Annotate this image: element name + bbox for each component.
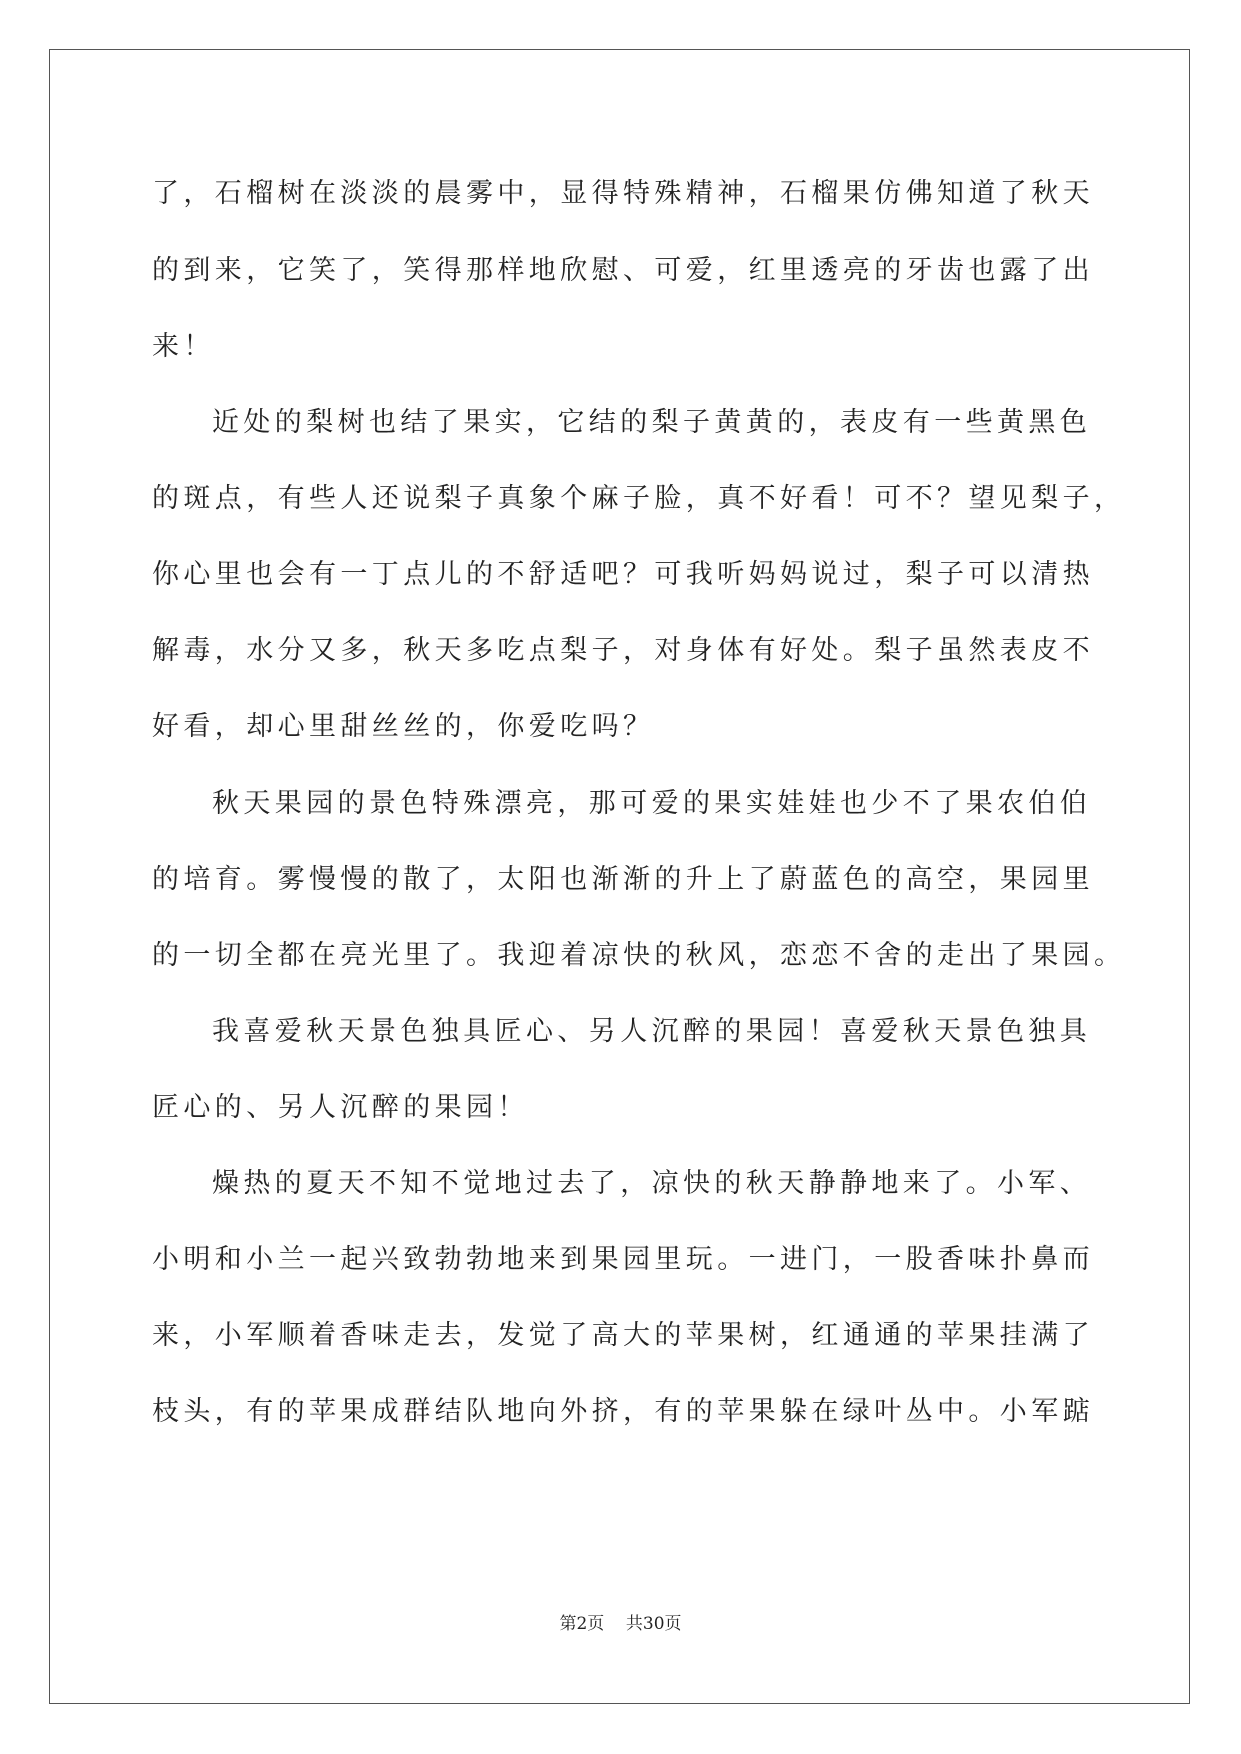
text-line: 来，小军顺着香味走去，发觉了高大的苹果树，红通通的苹果挂满了 — [152, 1320, 1094, 1351]
text-line: 好看，却心里甜丝丝的，你爱吃吗？ — [152, 711, 655, 742]
text-line: 你心里也会有一丁点儿的不舒适吧？可我听妈妈说过，梨子可以清热 — [152, 559, 1094, 590]
page-number: 第2页 — [559, 1614, 605, 1634]
text-line: 的斑点，有些人还说梨子真象个麻子脸，真不好看！可不？望见梨子， — [152, 483, 1126, 514]
paragraph-first-line: 秋天果园的景色特殊漂亮，那可爱的果实娃娃也少不了果农伯伯 — [212, 788, 1092, 819]
text-line: 枝头，有的苹果成群结队地向外挤，有的苹果躲在绿叶丛中。小军踮 — [152, 1396, 1094, 1427]
paragraph-first-line: 我喜爱秋天景色独具匠心、另人沉醉的果园！喜爱秋天景色独具 — [212, 1016, 1092, 1047]
text-line: 的培育。雾慢慢的散了，太阳也渐渐的升上了蔚蓝色的高空，果园里 — [152, 864, 1094, 895]
paragraph-first-line: 燥热的夏天不知不觉地过去了，凉快的秋天静静地来了。小军、 — [212, 1168, 1092, 1199]
text-line: 解毒，水分又多，秋天多吃点梨子，对身体有好处。梨子虽然表皮不 — [152, 635, 1094, 666]
text-line: 小明和小兰一起兴致勃勃地来到果园里玩。一进门，一股香味扑鼻而 — [152, 1244, 1094, 1275]
page-footer — [0, 1612, 1241, 1636]
text-line: 匠心的、另人沉醉的果园！ — [152, 1092, 529, 1123]
text-line: 来！ — [152, 331, 215, 362]
text-line: 的到来，它笑了，笑得那样地欣慰、可爱，红里透亮的牙齿也露了出 — [152, 255, 1094, 286]
paragraph-first-line: 近处的梨树也结了果实，它结的梨子黄黄的，表皮有一些黄黑色 — [212, 407, 1092, 438]
text-line: 的一切全都在亮光里了。我迎着凉快的秋风，恋恋不舍的走出了果园。 — [152, 940, 1126, 971]
page-total: 共30页 — [625, 1614, 682, 1634]
text-line: 了，石榴树在淡淡的晨雾中，显得特殊精神，石榴果仿佛知道了秋天 — [152, 178, 1094, 209]
